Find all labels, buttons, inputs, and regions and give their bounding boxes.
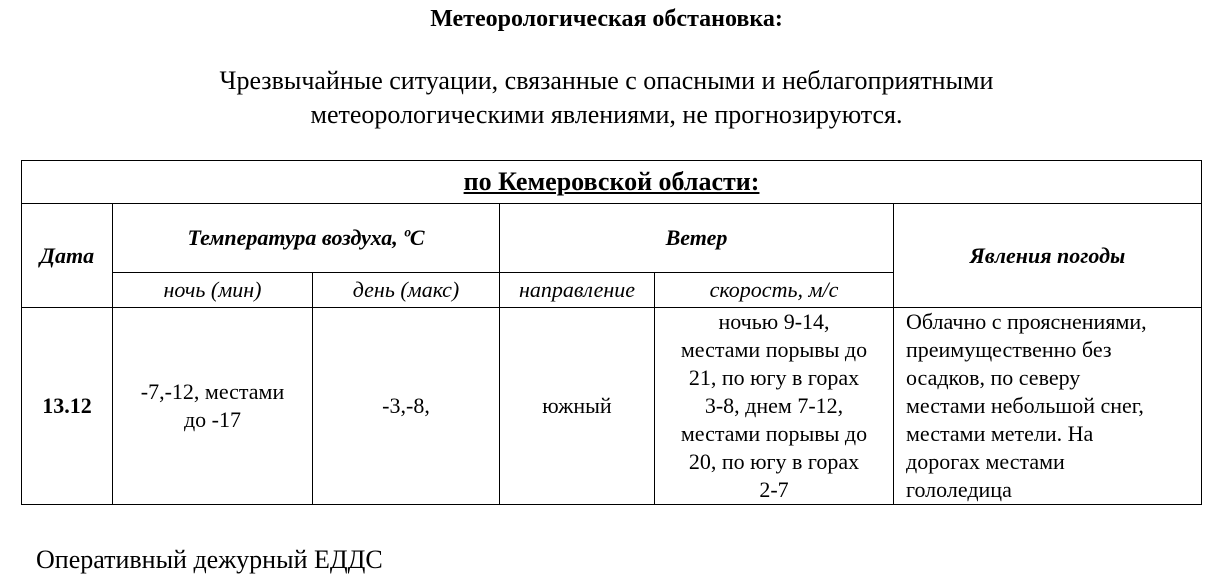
header-night: ночь (мин) xyxy=(113,273,313,308)
header-phenomena: Явления погоды xyxy=(894,204,1202,308)
header-wind: Ветер xyxy=(500,204,894,273)
cell-night: -7,-12, местами до -17 xyxy=(113,308,313,505)
region-title: по Кемеровской области: xyxy=(22,161,1202,204)
header-temperature: Температура воздуха, ºС xyxy=(113,204,500,273)
cell-phenomena: Облачно с прояснениями, преимущественно без осадков, по северу местами небольшой снег, местами метели. На дорогах местами гололедица xyxy=(894,308,1202,505)
page-heading: Метеорологическая обстановка: xyxy=(430,6,783,32)
cell-speed: ночью 9-14, местами порывы до 21, по югу в горах 3-8, днем 7-12, местами порывы до 20, по югу в горах 2-7 xyxy=(655,308,894,505)
note-line: Чрезвычайные ситуации, связанные с опасными и неблагоприятными xyxy=(219,66,994,95)
header-direction: направление xyxy=(500,273,655,308)
header-date: Дата xyxy=(22,204,113,308)
cell-date: 13.12 xyxy=(22,308,113,505)
forecast-note xyxy=(0,64,1213,132)
duty-officer-label: Оперативный дежурный ЕДДС xyxy=(36,545,383,574)
note-line: метеорологическими явлениями, не прогнозируются. xyxy=(310,100,903,129)
cell-direction: южный xyxy=(500,308,655,505)
table-row xyxy=(22,308,1202,505)
header-day: день (макс) xyxy=(313,273,500,308)
header-speed: скорость, м/с xyxy=(655,273,894,308)
cell-day: -3,-8, xyxy=(313,308,500,505)
forecast-table xyxy=(21,160,1202,505)
